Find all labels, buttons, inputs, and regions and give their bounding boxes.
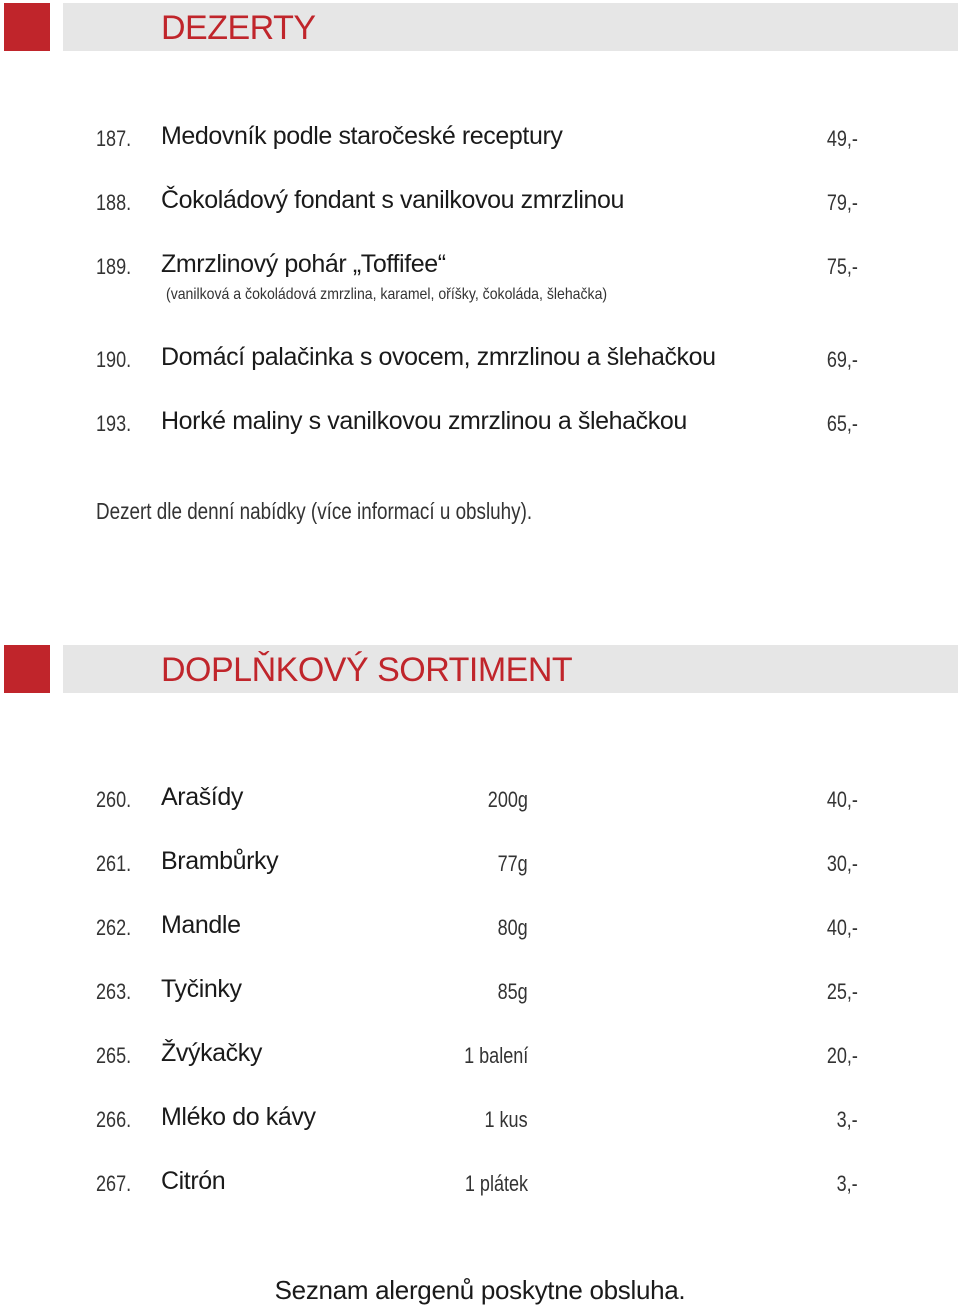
item-price: 79,- (826, 190, 858, 215)
item-price: 25,- (826, 979, 858, 1004)
item-price: 3,- (836, 1107, 858, 1132)
allergen-note: Seznam alergenů poskytne obsluha. (274, 1275, 686, 1305)
item-price: 65,- (826, 411, 858, 436)
item-number: 260. (96, 787, 132, 812)
item-name: Horké maliny s vanilkovou zmrzlinou a šlehačkou (161, 407, 687, 435)
menu-item (0, 1165, 960, 1205)
desserts-note: Dezert dle denní nabídky (více informací u obsluhy). (96, 498, 533, 524)
item-number: 266. (96, 1107, 132, 1132)
item-number: 187. (96, 126, 132, 151)
item-price: 40,- (826, 915, 858, 940)
item-price: 40,- (826, 787, 858, 812)
item-name: Medovník podle staročeské receptury (161, 122, 563, 150)
item-name: Žvýkačky (161, 1039, 262, 1067)
item-price: 75,- (826, 254, 858, 279)
menu-item (0, 909, 960, 949)
menu-item (0, 1101, 960, 1141)
item-name: Domácí palačinka s ovocem, zmrzlinou a šlehačkou (161, 343, 716, 371)
item-quantity: 1 kus (484, 1107, 528, 1132)
item-quantity: 200g (487, 787, 528, 812)
item-description: (vanilková a čokoládová zmrzlina, karamel, oříšky, čokoláda, šlehačka) (166, 286, 608, 303)
item-quantity: 77g (497, 851, 528, 876)
menu-item (0, 184, 960, 224)
menu-item (0, 1037, 960, 1077)
item-price: 3,- (836, 1171, 858, 1196)
extras-section-header (0, 645, 960, 693)
item-price: 69,- (826, 347, 858, 372)
item-number: 189. (96, 254, 132, 279)
item-quantity: 80g (497, 915, 528, 940)
extras-title: DOPLŇKOVÝ SORTIMENT (161, 651, 573, 689)
item-number: 261. (96, 851, 132, 876)
menu-item (0, 341, 960, 381)
section-marker (4, 3, 50, 51)
menu-item (0, 248, 960, 318)
item-price: 20,- (826, 1043, 858, 1068)
item-quantity: 85g (497, 979, 528, 1004)
item-quantity: 1 plátek (464, 1171, 528, 1196)
item-name: Zmrzlinový pohár „Toffifee“ (161, 250, 446, 278)
item-number: 265. (96, 1043, 132, 1068)
item-number: 267. (96, 1171, 132, 1196)
item-number: 190. (96, 347, 132, 372)
menu-item (0, 405, 960, 445)
item-price: 30,- (826, 851, 858, 876)
menu-item (0, 781, 960, 821)
menu-item (0, 845, 960, 885)
item-name: Čokoládový fondant s vanilkovou zmrzlinou (161, 186, 625, 214)
item-quantity: 1 balení (463, 1043, 528, 1068)
desserts-section-header (0, 3, 960, 51)
menu-item (0, 973, 960, 1013)
desserts-title: DEZERTY (161, 9, 316, 47)
item-name: Mandle (161, 911, 241, 939)
section-marker (4, 645, 50, 693)
item-number: 262. (96, 915, 132, 940)
item-name: Brambůrky (161, 847, 279, 875)
item-price: 49,- (826, 126, 858, 151)
item-number: 263. (96, 979, 132, 1004)
item-name: Tyčinky (161, 975, 242, 1003)
item-name: Mléko do kávy (161, 1103, 316, 1131)
item-number: 188. (96, 190, 132, 215)
item-number: 193. (96, 411, 132, 436)
menu-item (0, 120, 960, 160)
item-name: Citrón (161, 1167, 226, 1195)
item-name: Arašídy (161, 783, 243, 811)
